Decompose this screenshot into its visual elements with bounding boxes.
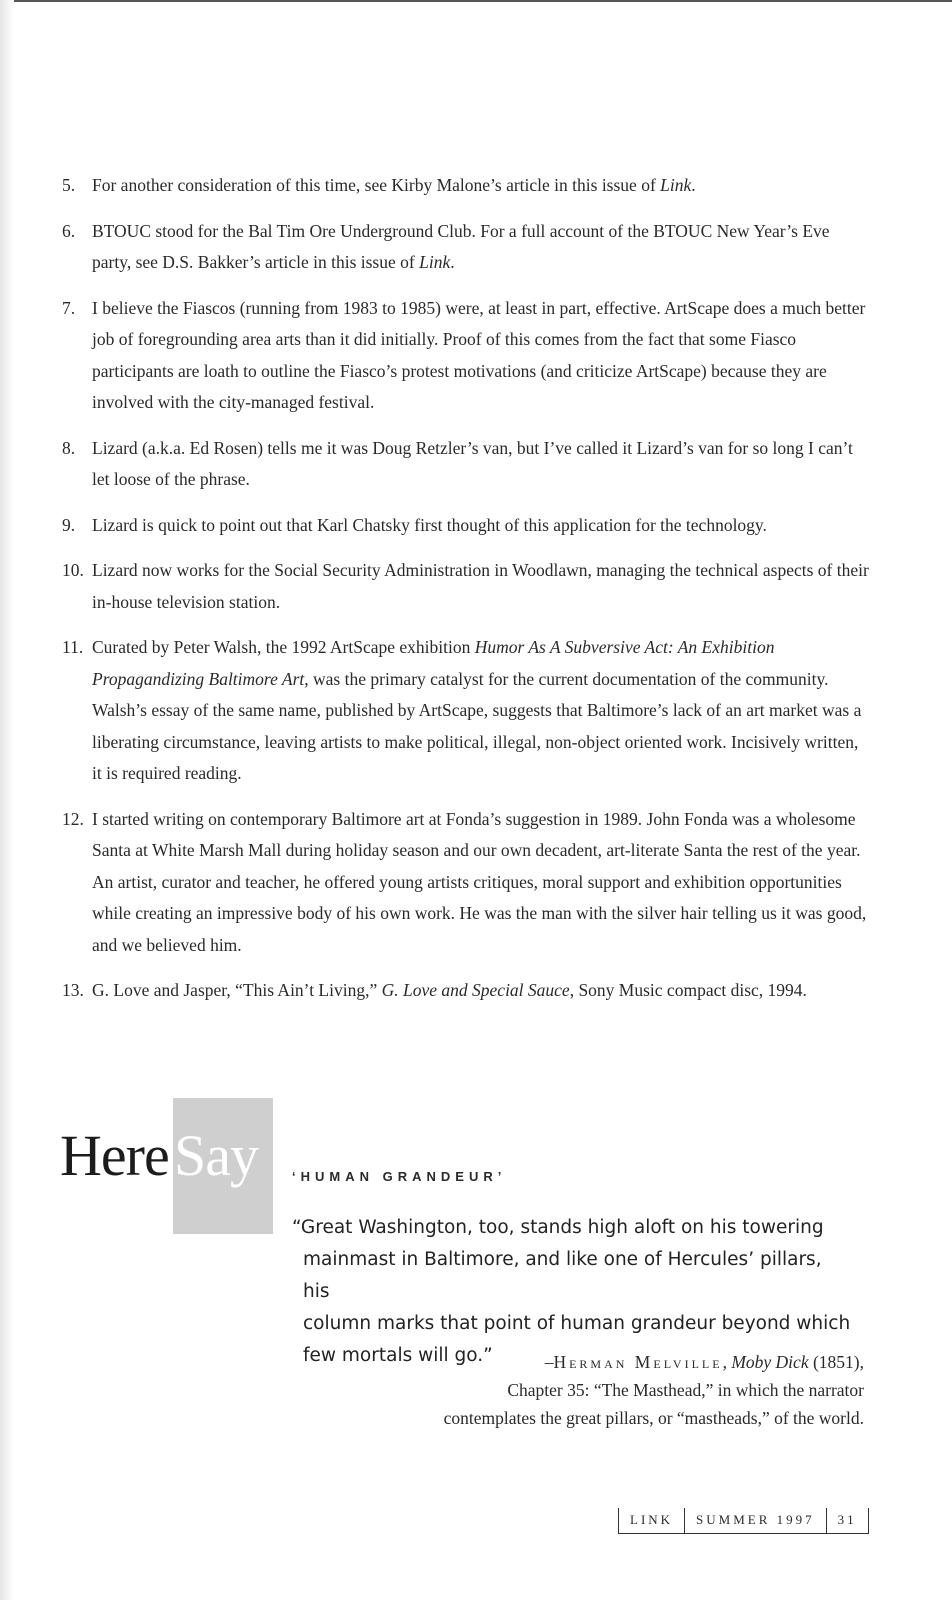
endnote xyxy=(62,216,872,279)
quote-line: mainmast in Baltimore, and like one of Hercules’ pillars, his xyxy=(303,1249,822,1302)
footer-divider xyxy=(868,1508,869,1534)
endnotes xyxy=(62,170,872,1021)
endnote-italic: Link xyxy=(419,252,451,272)
endnote xyxy=(62,170,872,202)
heresay-logo-here: Here xyxy=(60,1123,169,1188)
endnote-number: 9. xyxy=(62,514,76,535)
top-rule xyxy=(0,0,952,2)
quote-attribution xyxy=(304,1348,864,1432)
endnote-number: 6. xyxy=(62,220,76,241)
endnote-number: 7. xyxy=(62,297,76,318)
attribution-line-2: Chapter 35: “The Masthead,” in which the narrator xyxy=(507,1380,864,1400)
endnote-number: 12. xyxy=(62,808,84,829)
endnote-run: Curated by Peter Walsh, the 1992 ArtScape exhibition xyxy=(92,637,475,657)
endnote-text xyxy=(92,975,872,1007)
endnote xyxy=(62,804,872,962)
endnote-run: . xyxy=(450,252,455,272)
endnote-text xyxy=(92,170,872,202)
footer-magazine: LINK xyxy=(630,1512,674,1527)
endnote xyxy=(62,510,872,542)
endnote-text xyxy=(92,632,872,790)
quote-line: column marks that point of human grandeur beyond which xyxy=(303,1313,851,1334)
endnote-number: 5. xyxy=(62,175,76,195)
attribution-sep: , xyxy=(722,1352,732,1372)
endnote-run: For another consideration of this time, see Kirby Malone’s article in this issue of xyxy=(92,175,661,195)
endnote-text xyxy=(92,293,872,419)
endnote xyxy=(62,975,872,1007)
attribution-work: Moby Dick xyxy=(731,1352,809,1372)
endnote-italic: Link xyxy=(660,175,692,195)
endnote xyxy=(62,555,872,618)
quote-title: ‘HUMAN GRANDEUR’ xyxy=(292,1169,507,1184)
endnote-text xyxy=(92,216,872,279)
heresay-logo-say: Say xyxy=(174,1123,258,1188)
endnote xyxy=(62,632,872,790)
endnote-run: Lizard (a.k.a. Ed Rosen) tells me it was Doug Retzler’s van, but I’ve called it Lizard’s van for so long I can’t let loose of the phrase. xyxy=(92,437,853,489)
endnote-number: 8. xyxy=(62,437,76,458)
page-edge-shadow xyxy=(0,0,14,1600)
endnote-text xyxy=(92,510,872,542)
footer-baseline xyxy=(618,1533,869,1534)
endnote xyxy=(62,433,872,496)
endnote-run: , was the primary catalyst for the current documentation of the community. Walsh’s essay of the same name, published by ArtScape, suggests that Baltimore’s lack of an art market was a liberating circumstance, leaving artists to make political, illegal, non-object oriented work. Incisively written, it is required reading. xyxy=(92,668,862,783)
endnote-italic: G. Love and Special Sauce xyxy=(381,980,570,1000)
endnote-run: Lizard now works for the Social Security Administration in Woodlawn, managing the technical aspects of their in-house television station. xyxy=(92,560,869,612)
endnote-run: . xyxy=(691,175,696,195)
heresay-logo xyxy=(60,1098,274,1234)
endnote-number: 10. xyxy=(62,560,84,580)
endnote-text xyxy=(92,804,872,962)
page-footer xyxy=(618,1508,869,1534)
attribution-line-1 xyxy=(304,1348,864,1376)
endnote-run: Lizard is quick to point out that Karl Chatsky first thought of this application for the technology. xyxy=(92,514,767,535)
attribution-dash: – xyxy=(544,1352,554,1372)
footer-page-number: 31 xyxy=(837,1512,857,1527)
endnote-run: I believe the Fiascos (running from 1983 to 1985) were, at least in part, effective. ArtScape does a much better job of foregrounding area arts than it did initially. Proof of this comes from the fact that some Fiasco participants are loath to outline the Fiasco’s protest motivations (and criticize ArtScape) because they are involved with the city-managed festival. xyxy=(92,297,866,412)
endnote-number: 13. xyxy=(62,980,84,1000)
endnote-text xyxy=(92,555,872,618)
attribution-line-3: contemplates the great pillars, or “mastheads,” of the world. xyxy=(443,1408,864,1428)
endnote-text xyxy=(92,433,872,496)
endnote-run: BTOUC stood for the Bal Tim Ore Underground Club. For a full account of the BTOUC New Year’s Eve party, see D.S. Bakker’s article in this issue of xyxy=(92,220,830,272)
attribution-author: Herman Melville xyxy=(553,1352,723,1372)
endnote-run: I started writing on contemporary Baltimore art at Fonda’s suggestion in 1989. John Fonda was a wholesome Santa at White Marsh Mall during holiday season and our own decadent, art-literate Santa the rest of the year. An artist, curator and teacher, he offered young artists critiques, moral support and exhibition opportunities while creating an impressive body of his own work. He was the man with the silver hair telling us it was good, and we believed him. xyxy=(92,808,867,955)
quote-line: few mortals will go.” xyxy=(303,1345,493,1366)
endnote-run: , Sony Music compact disc, 1994. xyxy=(569,980,807,1000)
endnote-run: G. Love and Jasper, “This Ain’t Living,” xyxy=(92,980,382,1000)
endnote-number: 11. xyxy=(62,637,84,657)
attribution-year: (1851), xyxy=(812,1352,864,1372)
endnote-italic: Humor As A Subversive Act: An Exhibition Propagandizing Baltimore Art xyxy=(92,637,775,689)
quote-line: “Great Washington, too, stands high aloft on his towering xyxy=(292,1217,824,1238)
footer-issue: SUMMER 1997 xyxy=(696,1512,815,1527)
endnote xyxy=(62,293,872,419)
